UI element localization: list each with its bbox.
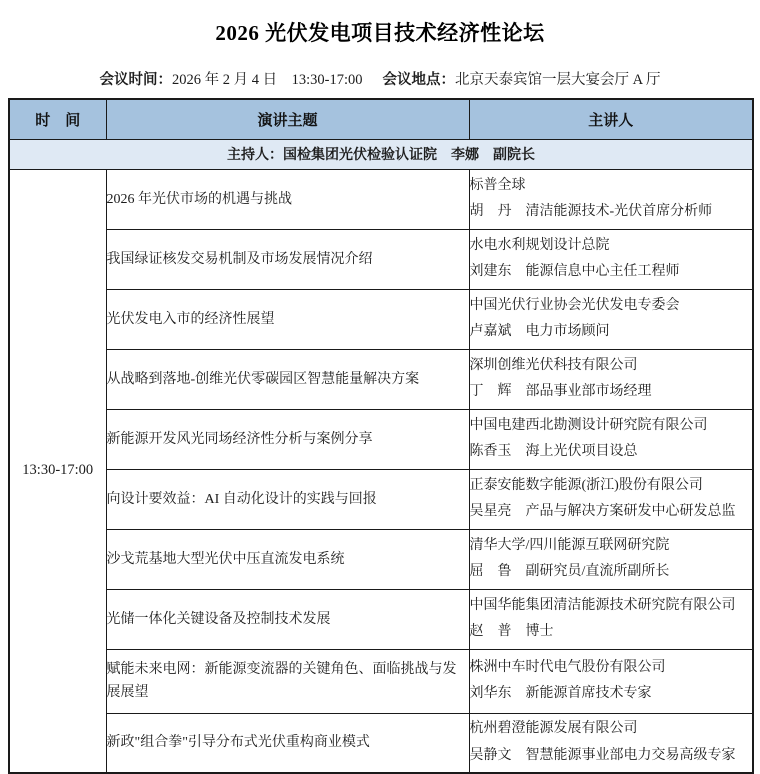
- speaker-org: 中国光伏行业协会光伏发电专委会: [469, 297, 680, 313]
- moderator-row: [9, 139, 753, 169]
- topic-cell: 新能源开发风光同场经济性分析与案例分享: [106, 409, 469, 469]
- speaker-org: 深圳创维光伏科技有限公司: [469, 357, 638, 373]
- speaker-name-title: 吴星亮 产品与解决方案研发中心研发总监: [469, 504, 736, 520]
- table-row: [9, 409, 753, 469]
- table-row: [9, 589, 753, 649]
- page-title: 2026 光伏发电项目技术经济性论坛: [215, 21, 545, 45]
- speaker-cell: [469, 229, 753, 289]
- agenda-table: [8, 98, 754, 774]
- speaker-name-title: 刘建东 能源信息中心主任工程师: [469, 264, 680, 280]
- moderator-text: 主持人：国检集团光伏检验认证院 李娜 副院长: [9, 139, 753, 169]
- topic-cell: 从战略到落地-创维光伏零碳园区智慧能量解决方案: [106, 349, 469, 409]
- topic-cell: 光储一体化关键设备及控制技术发展: [106, 589, 469, 649]
- speaker-name-title: 屈 鲁 副研究员/直流所副所长: [469, 564, 670, 580]
- speaker-org: 杭州碧澄能源发展有限公司: [469, 721, 638, 737]
- table-row: [9, 713, 753, 773]
- speaker-name-title: 陈香玉 海上光伏项目设总: [469, 444, 638, 460]
- meeting-location-value: 北京天泰宾馆一层大宴会厅 A 厅: [455, 72, 661, 89]
- header-speaker: 主讲人: [469, 99, 753, 139]
- meeting-time-value: 2026 年 2 月 4 日 13:30-17:00: [172, 72, 363, 89]
- topic-cell: 2026 年光伏市场的机遇与挑战: [106, 169, 469, 229]
- speaker-cell: [469, 409, 753, 469]
- speaker-org: 清华大学/四川能源互联网研究院: [469, 537, 670, 553]
- topic-cell: 光伏发电入市的经济性展望: [106, 289, 469, 349]
- speaker-name-title: 吴静文 智慧能源事业部电力交易高级专家: [469, 747, 736, 763]
- speaker-name-title: 赵 普 博士: [469, 624, 554, 640]
- table-row: [9, 229, 753, 289]
- speaker-name-title: 卢嘉斌 电力市场顾问: [469, 324, 610, 340]
- speaker-name-title: 胡 丹 清洁能源技术-光伏首席分析师: [469, 204, 713, 220]
- speaker-cell: [469, 169, 753, 229]
- header-time: 时 间: [9, 99, 106, 139]
- speaker-org: 标普全球: [469, 177, 526, 193]
- meeting-time-label: 会议时间：: [99, 72, 173, 89]
- topic-cell: 新政"组合拳"引导分布式光伏重构商业模式: [106, 713, 469, 773]
- table-row: [9, 289, 753, 349]
- topic-cell: 沙戈荒基地大型光伏中压直流发电系统: [106, 529, 469, 589]
- speaker-org: 中国电建西北勘测设计研究院有限公司: [469, 417, 708, 433]
- meeting-info: [0, 68, 760, 89]
- topic-cell: 赋能未来电网：新能源变流器的关键角色、面临挑战与发展展望: [106, 649, 469, 713]
- table-row: [9, 169, 753, 229]
- topic-cell: 向设计要效益：AI 自动化设计的实践与回报: [106, 469, 469, 529]
- topic-cell: 我国绿证核发交易机制及市场发展情况介绍: [106, 229, 469, 289]
- speaker-name-title: 丁 辉 部品事业部市场经理: [469, 384, 652, 400]
- table-row: [9, 529, 753, 589]
- speaker-org: 正泰安能数字能源(浙江)股份有限公司: [469, 477, 703, 493]
- table-row: [9, 349, 753, 409]
- table-header-row: [9, 99, 753, 139]
- meeting-location-label: 会议地点：: [382, 72, 456, 89]
- speaker-org: 中国华能集团清洁能源技术研究院有限公司: [469, 597, 736, 613]
- speaker-cell: [469, 349, 753, 409]
- speaker-org: 株洲中车时代电气股份有限公司: [469, 659, 666, 675]
- speaker-cell: [469, 529, 753, 589]
- speaker-org: 水电水利规划设计总院: [469, 237, 610, 253]
- speaker-cell: [469, 649, 753, 713]
- table-row: [9, 469, 753, 529]
- speaker-cell: [469, 589, 753, 649]
- header-topic: 演讲主题: [106, 99, 469, 139]
- speaker-cell: [469, 713, 753, 773]
- table-row: [9, 649, 753, 713]
- session-time-cell: 13:30-17:00: [9, 169, 106, 773]
- speaker-name-title: 刘华东 新能源首席技术专家: [469, 686, 652, 702]
- speaker-cell: [469, 289, 753, 349]
- speaker-cell: [469, 469, 753, 529]
